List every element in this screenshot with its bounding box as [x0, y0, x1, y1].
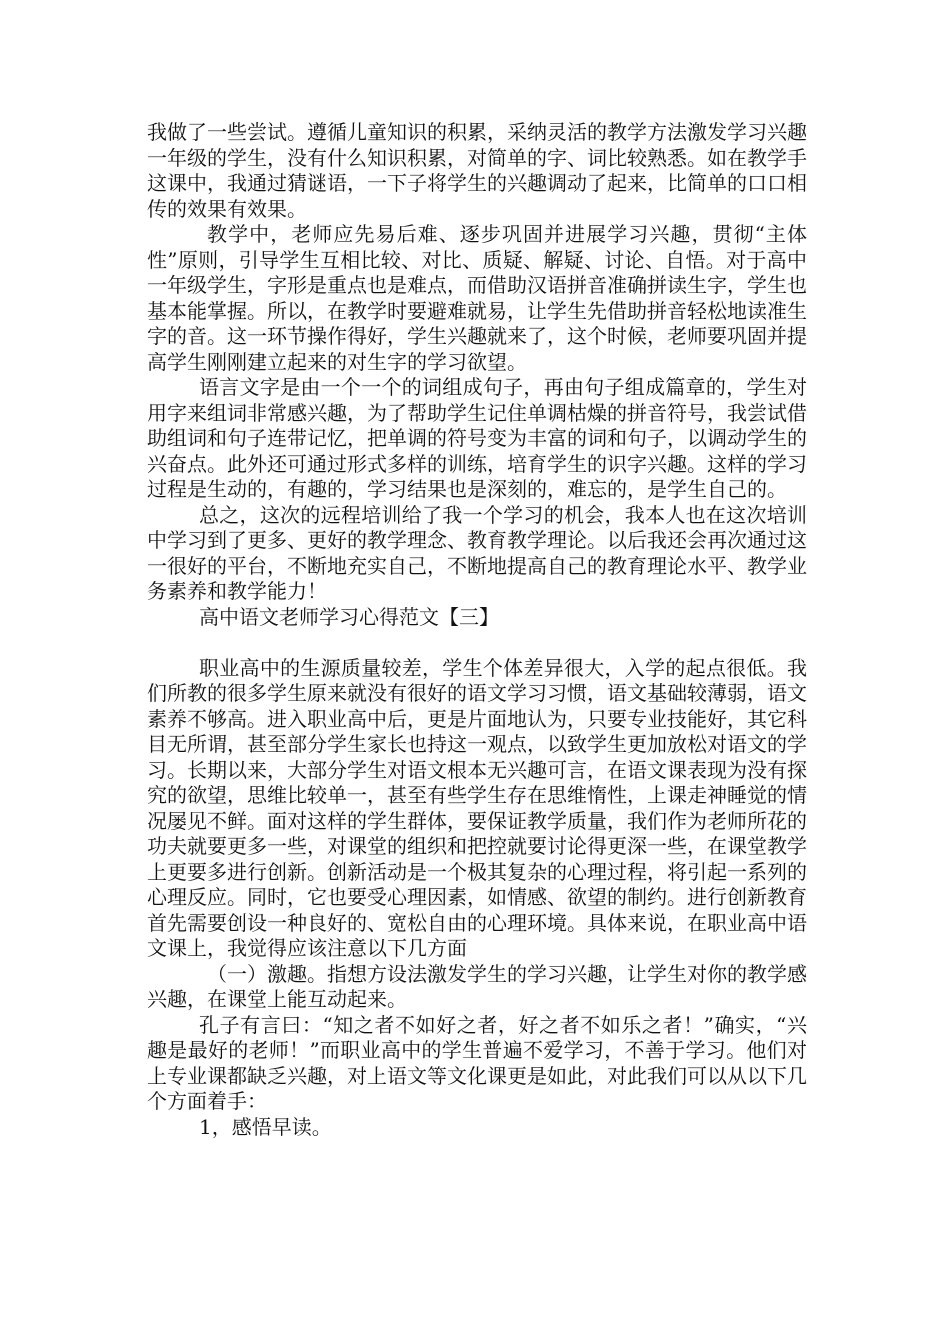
paragraph-2: 教学中，老师应先易后难、逐步巩固并进展学习兴趣，贯彻“主体性”原则，引导学生互相比较、对比、质疑、解疑、讨论、自悟。对于高中一年级学生，字形是重点也是难点，而借助汉语拼音准确拼读生字，学生也基本能掌握。所以，在教学时要避难就易，让学生先借助拼音轻松地读准生字的音。这一环节操作得好，学生兴趣就来了，这个时候，老师要巩固并提高学生刚刚建立起来的对生字的学习欲望。: [147, 222, 807, 374]
paragraph-5: 职业高中的生源质量较差，学生个体差异很大，入学的起点很低。我们所教的很多学生原来就没有很好的语文学习习惯，语文基础较薄弱，语文素养不够高。进入职业高中后，更是片面地认为，只要专业技能好，其它科目无所谓，甚至部分学生家长也持这一观点，以致学生更加放松对语文的学习。长期以来，大部分学生对语文根本无兴趣可言，在语文课表现为没有探究的欲望，思维比较单一，甚至有些学生存在思维惰性，上课走神睡觉的情况屡见不鲜。面对这样的学生群体，要保证教学质量，我们作为老师所花的功夫就要更多一些，对课堂的组织和把控就要讨论得更深一些，在课堂教学上更要多进行创新。创新活动是一个极其复杂的心理过程，将引起一系列的心理反应。同时，它也要受心理因素，如情感、欲望的制约。进行创新教育首先需要创设一种良好的、宽松自由的心理环境。具体来说，在职业高中语文课上，我觉得应该注意以下几方面: [147, 655, 807, 960]
paragraph-3: 语言文字是由一个一个的词组成句子，再由句子组成篇章的，学生对用字来组词非常感兴趣，为了帮助学生记住单调枯燥的拼音符号，我尝试借助组词和句子连带记忆，把单调的符号变为丰富的词和句子，以调动学生的兴奋点。此外还可通过形式多样的训练，培育学生的识字兴趣。这样的学习过程是生动的，有趣的，学习结果也是深刻的，难忘的，是学生自己的。: [147, 375, 807, 501]
paragraph-8: 1，感悟早读。: [199, 1114, 332, 1139]
paragraph-7: 孔子有言曰：“知之者不如好之者，好之者不如乐之者！”确实，“兴趣是最好的老师！”而职业高中的学生普遍不爱学习，不善于学习。他们对上专业课都缺乏兴趣，对上语文等文化课更是如此，对此我们可以从以下几个方面着手：: [147, 1012, 807, 1113]
paragraph-4: 总之，这次的远程培训给了我一个学习的机会，我本人也在这次培训中学习到了更多、更好的教学理念、教育教学理论。以后我还会再次通过这一很好的平台，不断地充实自己，不断地提高自己的教育理论水平、教学业务素养和教学能力！: [147, 502, 807, 603]
document-body: [147, 120, 807, 1140]
paragraph-6: （一）激趣。指想方设法激发学生的学习兴趣，让学生对你的教学感兴趣，在课堂上能互动起来。: [147, 961, 807, 1011]
section-heading: 高中语文老师学习心得范文【三】: [199, 604, 499, 629]
blank-line: [147, 630, 807, 656]
paragraph-1: 我做了一些尝试。遵循儿童知识的积累，采纳灵活的教学方法激发学习兴趣一年级的学生，没有什么知识积累，对简单的字、词比较熟悉。如在教学手这课中，我通过猜谜语，一下子将学生的兴趣调动了起来，比简单的口口相传的效果有效果。: [147, 120, 807, 221]
